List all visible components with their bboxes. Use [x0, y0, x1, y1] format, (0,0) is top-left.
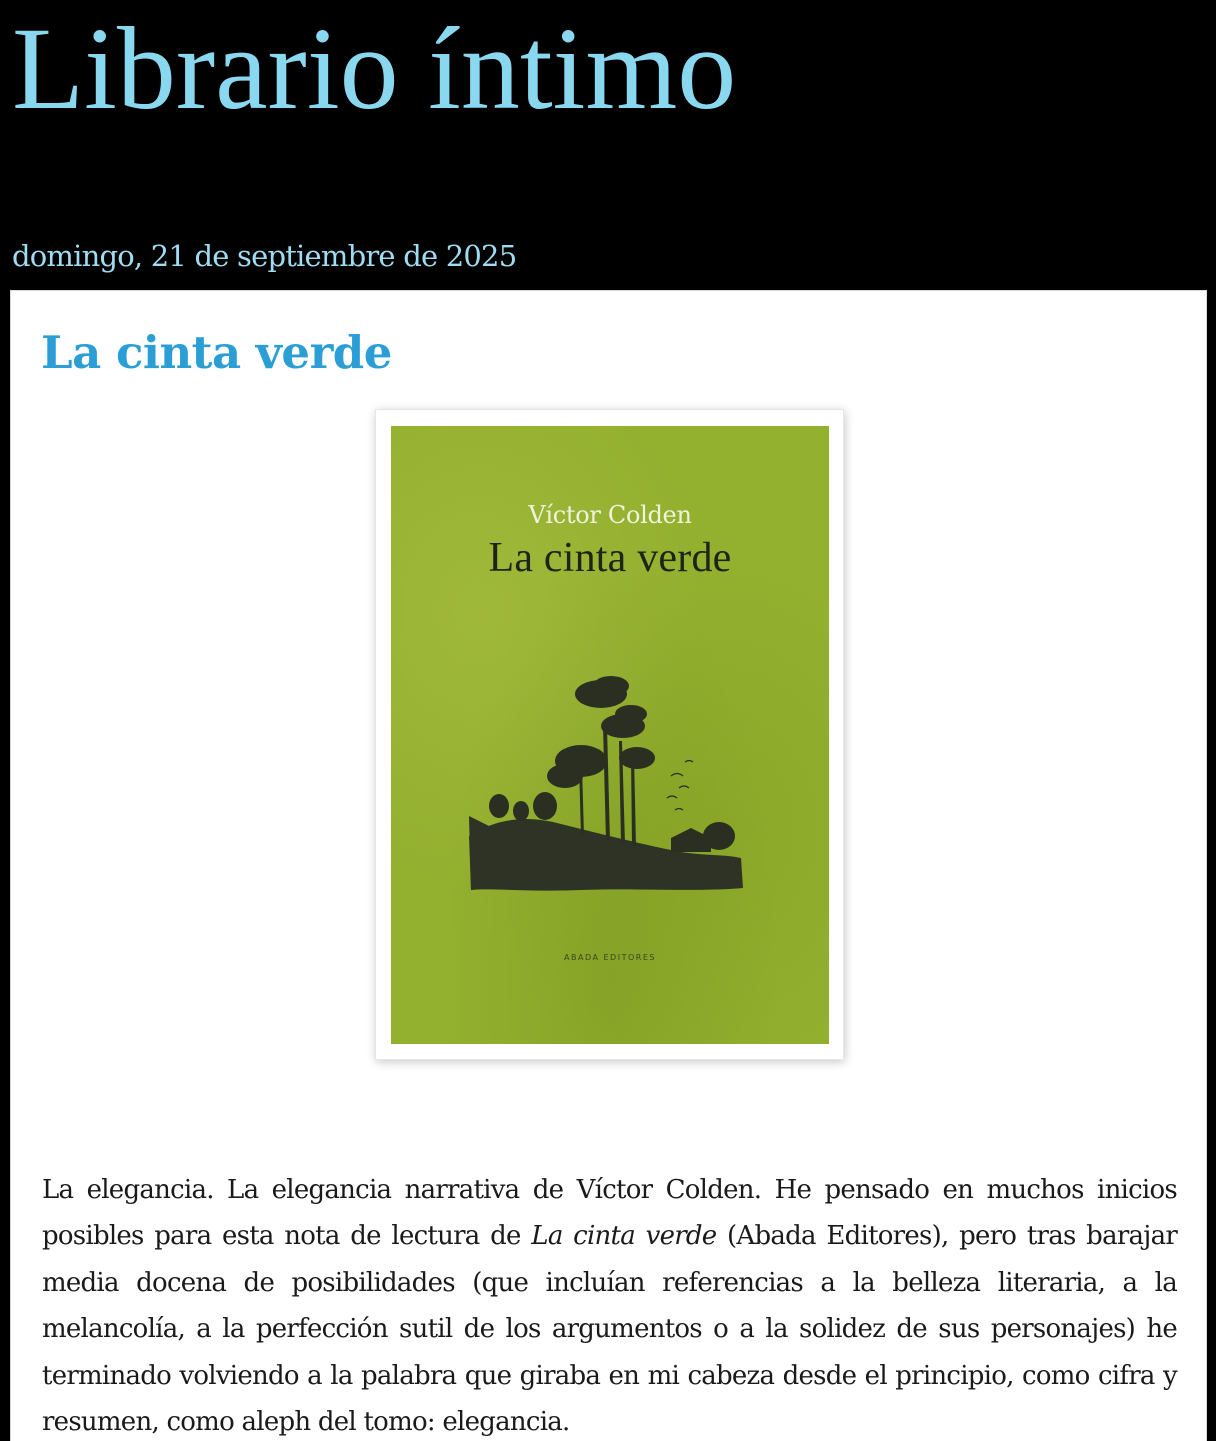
cover-title: La cinta verde: [488, 535, 732, 581]
date-header: domingo, 21 de septiembre de 2025: [12, 239, 517, 273]
post-body-text-continued: (Abada Editores), pero tras barajar media docena de posibilidades (que incluían referencias a la belleza literaria, a la melancolía, a la perfección sutil de los argumentos o a la solidez de sus personajes) he terminado volviendo a la palabra que giraba en mi cabeza desde el principio, como cifra y resumen, como aleph del tomo: elegancia.: [42, 1221, 1177, 1438]
post-title[interactable]: La cinta verde: [41, 326, 392, 379]
post-body: [42, 1167, 1177, 1441]
blog-header: [12, 0, 1202, 134]
post: [10, 290, 1207, 1441]
post-body-text: La elegancia. La elegancia narrativa de Víctor Colden. He pensado en muchos inicios posibles para esta nota de lectura de: [42, 1175, 1177, 1252]
book-title-italic: La cinta verde: [531, 1221, 717, 1252]
book-cover-image[interactable]: [375, 409, 844, 1060]
cover-publisher: ABADA EDITORES: [564, 953, 656, 962]
landscape-illustration: [461, 666, 761, 896]
book-cover: [391, 426, 829, 1044]
blog-title[interactable]: Librario íntimo: [12, 3, 737, 134]
cover-author: Víctor Colden: [528, 501, 692, 529]
